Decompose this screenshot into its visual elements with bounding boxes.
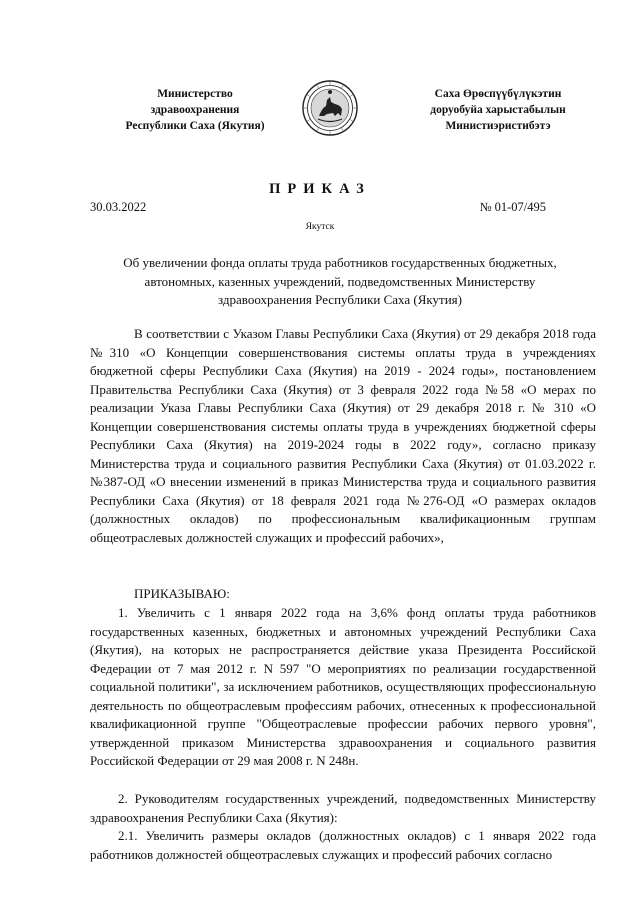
ministry-name-line: здравоохранения [150, 104, 240, 116]
ministry-name-russian [100, 86, 290, 134]
ministry-name-line: Министиэристибэтэ [445, 120, 551, 132]
order-word: ПРИКАЗЫВАЮ: [134, 586, 230, 601]
order-subitem: 2.1. Увеличить размеры окладов (должностных окладов) с 1 января 2022 года работников должностей общеотраслевых служащих и профессий рабочих согласно [90, 828, 596, 862]
document-subject: Об увеличении фонда оплаты труда работников государственных бюджетных, автономных, казенных учреждений, подведомственных Министерству здравоохранения Республики Саха (Якутия) [123, 255, 557, 308]
ministry-name-line: Министерство [157, 88, 233, 100]
document-title: ПРИКАЗ [269, 181, 371, 197]
document-city: Якутск [305, 222, 335, 232]
ministry-name-line: Республики Саха (Якутия) [125, 120, 265, 132]
ministry-name-yakut [400, 86, 596, 134]
coat-of-arms-emblem-icon [300, 78, 360, 138]
ministry-name-line: Саха Өрөспүүбүлүкэтин [434, 88, 562, 100]
order-item: 2. Руководителям государственных учреждений, подведомственных Министерству здравоохранения Республики Саха (Якутия): [90, 791, 596, 825]
preamble-paragraph: В соответствии с Указом Главы Республики Саха (Якутия) от 29 декабря 2018 года №310 «О Концепции совершенствования системы оплаты труда в учреждениях бюджетной сферы Республики Саха (Якутия) на 2019 - 2024 годы», постановлением Правительства Республики Саха (Якутия) от 3 февраля 2022 года №58 «О мерах по реализации Указа Главы Республики Саха (Якутия) от 29 декабря 2018 г. № 310 «О Концепции совершенствования системы оплаты труда в учреждениях бюджетной сферы Республики Саха (Якутия) на 2019-2024 годы в 2022 году», согласно приказу Министерства труда и социального развития Республики Саха (Якутия) от 01.03.2022 г. №387-ОД «О внесении изменений в приказ Министерства труда и социального развития Республики Саха (Якутия) от 18 февраля 2021 года №276-ОД «О размерах окладов (должностных окладов) по профессиональным квалификационным группам общеотраслевых должностей служащих и профессий рабочих», [90, 326, 596, 545]
document-number: № 01-07/495 [479, 200, 546, 214]
ministry-name-line: доруобуйа харыстабылын [430, 104, 566, 116]
document-date: 30.03.2022 [90, 200, 147, 214]
order-item: 1. Увеличить с 1 января 2022 года на 3,6% фонд оплаты труда работников государственных казенных, бюджетных и автономных учреждений Республики Саха (Якутия), на которых не распространяется действие указа Президента Российской Федерации от 7 мая 2012 г. N 597 "О мероприятиях по реализации государственной социальной политики", за исключением работников, осуществляющих профессиональную деятельность по общеотраслевым профессиям рабочих, отнесенных к профессиональной квалификационной группе "Общеотраслевые профессии рабочих первого уровня", утвержденной приказом Министерства здравоохранения и социального развития Российской Федерации от 29 мая 2008 г. N 248н. [90, 605, 596, 768]
